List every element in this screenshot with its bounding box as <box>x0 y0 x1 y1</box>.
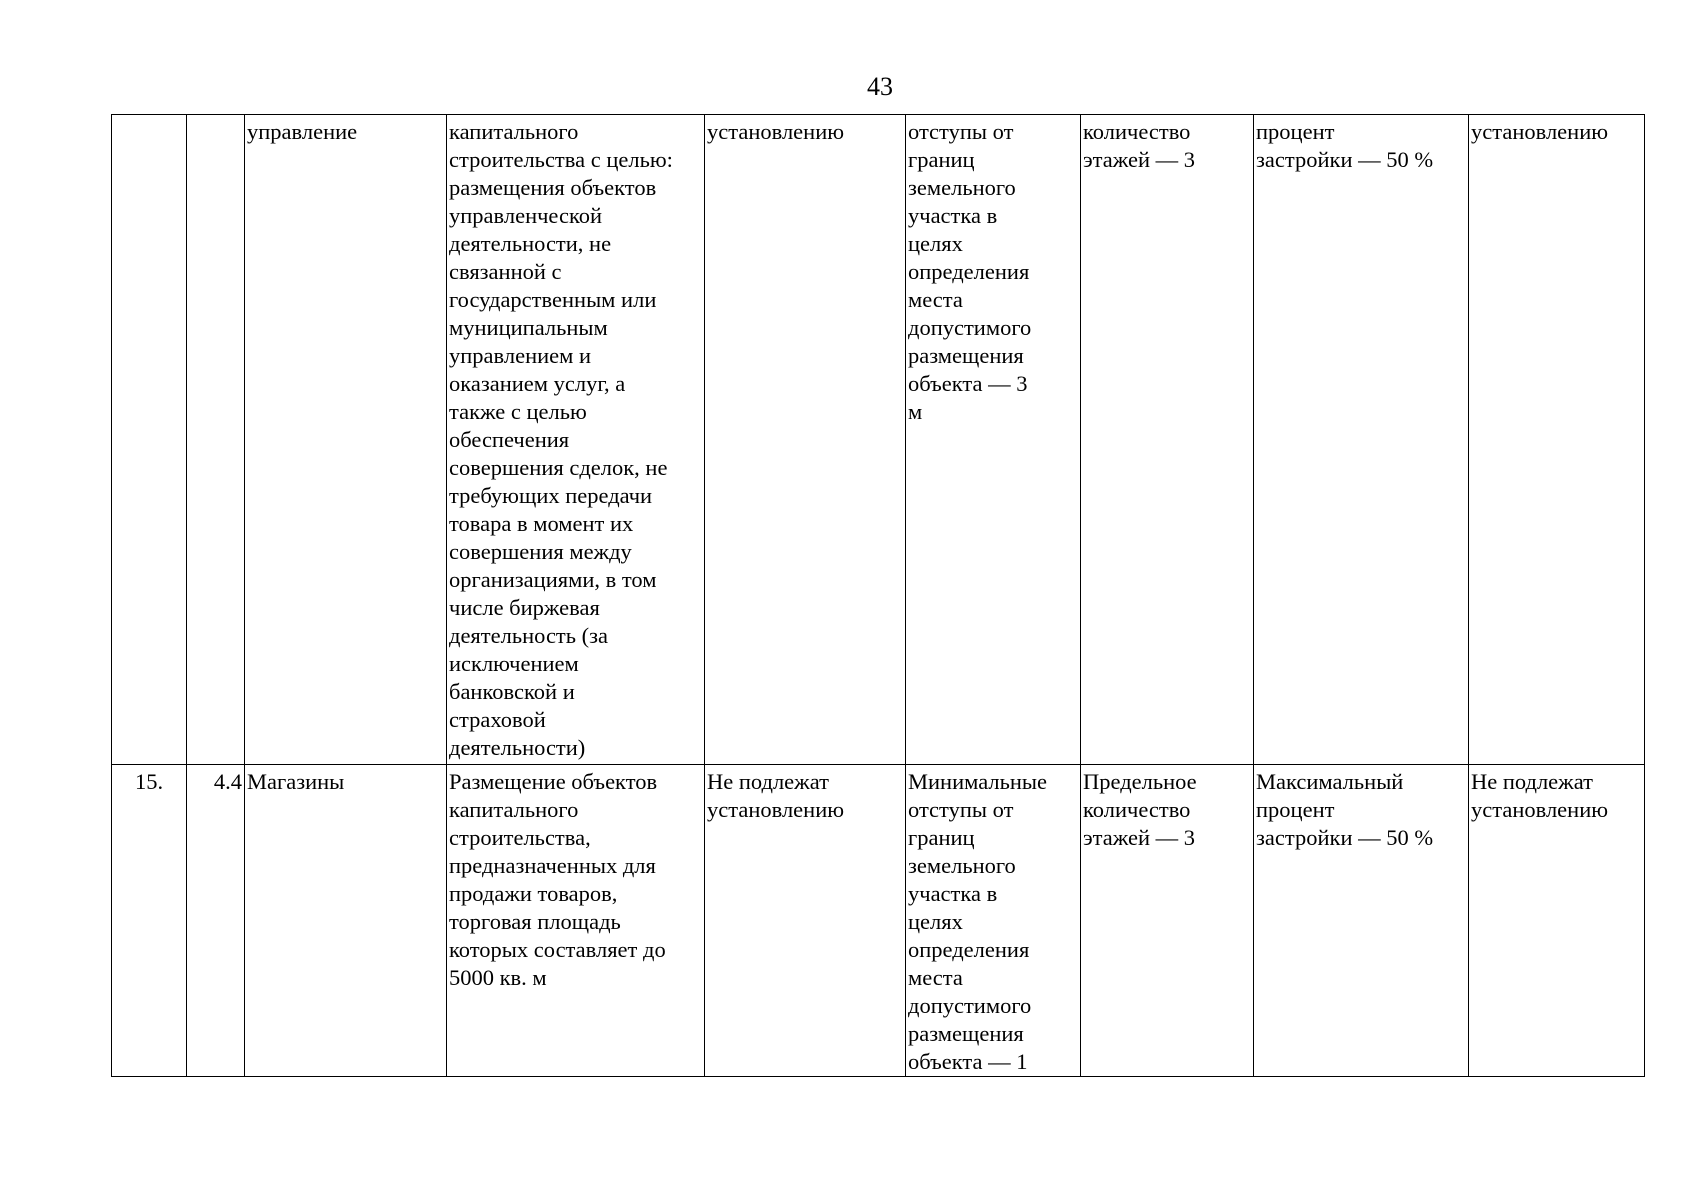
use-code-cell <box>187 115 245 765</box>
table-row <box>112 765 1645 1077</box>
row-number-cell <box>112 115 187 765</box>
use-name-cell: управление <box>245 115 447 765</box>
other-params-cell: установлению <box>1469 115 1645 765</box>
coverage-cell: процент застройки — 50 % <box>1254 115 1469 765</box>
floors-cell: количество этажей — 3 <box>1081 115 1254 765</box>
plot-size-cell: установлению <box>705 115 906 765</box>
row-number-cell: 15. <box>112 765 187 1077</box>
setbacks-cell: отступы от границ земельного участка в целях определения места допустимого размещения объекта — 3 м <box>906 115 1081 765</box>
land-use-regulations-table <box>111 114 1645 1077</box>
other-params-cell: Не подлежат установлению <box>1469 765 1645 1077</box>
setbacks-cell: Минимальные отступы от границ земельного участка в целях определения места допустимого размещения объекта — 1 <box>906 765 1081 1077</box>
use-description-cell: Размещение объектов капитального строительства, предназначенных для продажи товаров, торговая площадь которых составляет до 5000 кв. м <box>447 765 705 1077</box>
table-row <box>112 115 1645 765</box>
page-number: 43 <box>867 72 893 101</box>
floors-cell: Предельное количество этажей — 3 <box>1081 765 1254 1077</box>
coverage-cell: Максимальный процент застройки — 50 % <box>1254 765 1469 1077</box>
use-description-cell: капитального строительства с целью: размещения объектов управленческой деятельности, не связанной с государственным или муниципальным управлением и оказанием услуг, а также с целью обеспечения совершения сделок, не требующих передачи товара в момент их совершения между организациями, в том числе биржевая деятельность (за исключением банковской и страховой деятельности) <box>447 115 705 765</box>
plot-size-cell: Не подлежат установлению <box>705 765 906 1077</box>
use-name-cell: Магазины <box>245 765 447 1077</box>
use-code-cell: 4.4 <box>187 765 245 1077</box>
